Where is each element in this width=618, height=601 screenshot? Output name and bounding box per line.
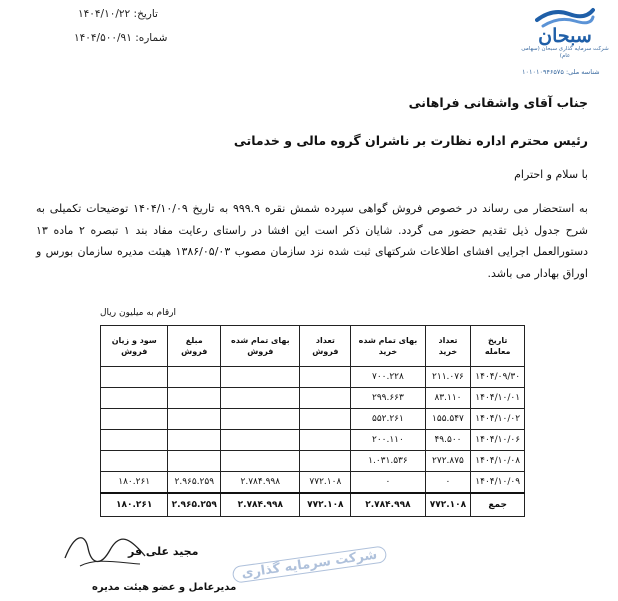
table-cell: ۲۱۱.۰۷۶	[425, 367, 471, 388]
table-cell	[168, 388, 221, 409]
table-cell	[168, 367, 221, 388]
table-cell: ۱۴۰۴/۱۰/۰۶	[471, 430, 525, 451]
table-row	[101, 430, 525, 451]
header-cell: تعداد خرید	[425, 326, 471, 367]
logo-subtitle: شرکت سرمایه گذاری سبحان (سهامی عام)	[521, 46, 609, 59]
table-cell: ۰	[351, 472, 425, 494]
table-cell: ۱۴۰۴/۱۰/۰۲	[471, 409, 525, 430]
table-cell	[168, 430, 221, 451]
table-cell: ۲۷۲.۸۷۵	[425, 451, 471, 472]
table-cell: ۵۵۲.۲۶۱	[351, 409, 425, 430]
table-cell: ۱۸۰.۲۶۱	[101, 472, 168, 494]
total-cell: ۲.۹۶۵.۲۵۹	[168, 493, 221, 517]
table-cell	[221, 367, 300, 388]
table-cell: ۴۹.۵۰۰	[425, 430, 471, 451]
table-cell: ۲۹۹.۶۶۳	[351, 388, 425, 409]
table-cell	[221, 451, 300, 472]
table-cell: ۱۴۰۴/۱۰/۰۸	[471, 451, 525, 472]
greeting: با سلام و احترام	[514, 168, 588, 181]
table-header-row	[101, 326, 525, 367]
table-total-row	[101, 493, 525, 517]
table-cell: ۱۴۰۴/۰۹/۳۰	[471, 367, 525, 388]
table-cell: ۷۰۰.۲۲۸	[351, 367, 425, 388]
table-caption: ارقام به میلیون ریال	[100, 308, 176, 318]
number-value: ۱۴۰۴/۵۰۰/۹۱	[74, 32, 132, 44]
table-row	[101, 409, 525, 430]
table-row	[101, 451, 525, 472]
header-cell: تعداد فروش	[300, 326, 351, 367]
company-stamp: شرکت سرمایه گذاری	[232, 545, 388, 583]
header-cell: سود و زیان فروش	[101, 326, 168, 367]
table-cell	[101, 367, 168, 388]
total-cell: ۷۷۲.۱۰۸	[425, 493, 471, 517]
signer-name: مجید علی فر	[128, 545, 199, 558]
header-cell: تاریخ معامله	[471, 326, 525, 367]
table-cell	[221, 430, 300, 451]
table-cell: ۲.۷۸۴.۹۹۸	[221, 472, 300, 494]
table-cell: ۲.۹۶۵.۲۵۹	[168, 472, 221, 494]
table-cell	[101, 409, 168, 430]
transactions-table	[100, 325, 525, 517]
table-cell: ۷۷۲.۱۰۸	[300, 472, 351, 494]
signer-title: مدیرعامل و عضو هیئت مدیره	[92, 582, 237, 593]
total-cell: ۲.۷۸۴.۹۹۸	[221, 493, 300, 517]
total-cell: ۱۸۰.۲۶۱	[101, 493, 168, 517]
addressee-position: رئیس محترم اداره نظارت بر ناشران گروه مالی و خدماتی	[233, 133, 588, 148]
table-cell: ۱.۰۳۱.۵۳۶	[351, 451, 425, 472]
table-cell	[300, 430, 351, 451]
total-cell: ۷۷۲.۱۰۸	[300, 493, 351, 517]
table-cell	[101, 430, 168, 451]
addressee: جناب آقای واشقانی فراهانی	[408, 95, 588, 110]
table-cell	[168, 451, 221, 472]
table-cell	[300, 367, 351, 388]
table-cell	[300, 451, 351, 472]
header-cell: بهای تمام شده فروش	[221, 326, 300, 367]
table-cell: ۱۵۵.۵۴۷	[425, 409, 471, 430]
table-cell: ۰	[425, 472, 471, 494]
table-cell	[300, 388, 351, 409]
letter-number	[74, 32, 167, 44]
table-cell	[101, 388, 168, 409]
table-cell	[101, 451, 168, 472]
table-cell: ۲۰۰.۱۱۰	[351, 430, 425, 451]
date-label: تاریخ:	[133, 8, 158, 20]
header-cell: مبلغ فروش	[168, 326, 221, 367]
table-row	[101, 472, 525, 494]
table-cell: ۱۴۰۴/۱۰/۰۱	[471, 388, 525, 409]
table-cell	[221, 409, 300, 430]
table-cell	[168, 409, 221, 430]
logo-name: سبحان	[538, 25, 592, 47]
table-cell	[300, 409, 351, 430]
total-cell: ۲.۷۸۴.۹۹۸	[351, 493, 425, 517]
logo-registration: شناسه ملی: ۱۰۱۰۱۰۹۴۶۵۷۵	[522, 68, 600, 76]
table-cell	[221, 388, 300, 409]
table-cell: ۸۳.۱۱۰	[425, 388, 471, 409]
date-value: ۱۴۰۴/۱۰/۲۲	[78, 8, 131, 20]
header-cell: بهای تمام شده خرید	[351, 326, 425, 367]
table-cell: ۱۴۰۴/۱۰/۰۹	[471, 472, 525, 494]
letter-body: به استحضار می رساند در خصوص فروش گواهی سپرده شمش نقره ۹۹۹.۹ به تاریخ ۱۴۰۴/۱۰/۰۹ توضیحات تکمیلی به شرح جدول ذیل تقدیم حضور می گردد. شایان ذکر است این افشا در راستای رعایت مفاد بند ۱ تبصره ۲ ماده ۱۳ دستورالعمل اجرایی افشای اطلاعات شرکتهای ثبت شده نزد سازمان مصوب ۱۳۸۶/۰۵/۰۳ هیئت مدیره سازمان بورس و اوراق بهادار می باشد.	[36, 202, 589, 280]
number-label: شماره:	[135, 32, 168, 44]
table-row	[101, 388, 525, 409]
total-cell: جمع	[471, 493, 525, 517]
letter-date	[78, 8, 158, 20]
table-row	[101, 367, 525, 388]
